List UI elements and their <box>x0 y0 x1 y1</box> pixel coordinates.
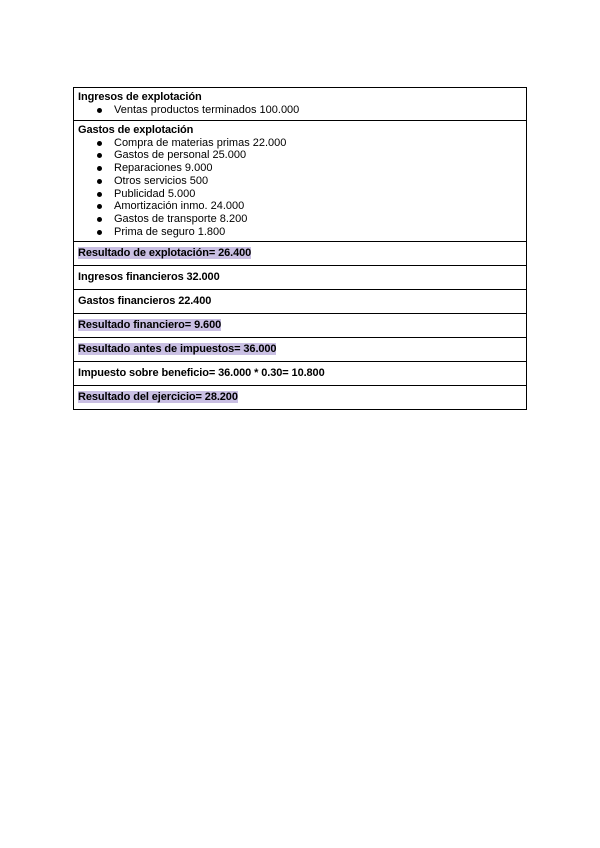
list-item-label: Otros servicios 500 <box>114 174 209 187</box>
bullet-icon <box>97 153 102 158</box>
gastos-explotacion-list <box>78 137 522 239</box>
bullet-icon <box>97 108 102 113</box>
list-item-label: Prima de seguro 1.800 <box>114 225 226 238</box>
gastos-explotacion-cell <box>74 120 527 242</box>
list-item <box>96 200 522 213</box>
resultado-explotacion-row <box>74 242 527 266</box>
list-item <box>96 137 522 150</box>
ingresos-explotacion-title: Ingresos de explotación <box>78 91 202 103</box>
income-statement-table <box>73 87 527 410</box>
list-item-label: Publicidad 5.000 <box>114 187 196 200</box>
list-item <box>96 149 522 162</box>
ingresos-financieros-text: Ingresos financieros 32.000 <box>78 271 220 284</box>
list-item-label: Reparaciones 9.000 <box>114 162 213 175</box>
bullet-icon <box>97 166 102 171</box>
resultado-antes-impuestos-cell <box>74 338 527 362</box>
bullet-icon <box>97 141 102 146</box>
impuesto-beneficio-cell <box>74 362 527 386</box>
ingresos-financieros-cell <box>74 266 527 290</box>
resultado-ejercicio-row <box>74 386 527 410</box>
resultado-antes-impuestos-text: Resultado antes de impuestos= 36.000 <box>78 343 277 356</box>
list-item <box>96 188 522 201</box>
bullet-icon <box>97 230 102 235</box>
ingresos-explotacion-list <box>78 104 522 117</box>
gastos-financieros-text: Gastos financieros 22.400 <box>78 295 212 308</box>
gastos-financieros-row <box>74 290 527 314</box>
resultado-explotacion-text: Resultado de explotación= 26.400 <box>78 247 252 260</box>
impuesto-beneficio-text: Impuesto sobre beneficio= 36.000 * 0.30= 10.800 <box>78 367 325 380</box>
list-item-label: Gastos de transporte 8.200 <box>114 212 248 225</box>
resultado-antes-impuestos-row <box>74 338 527 362</box>
bullet-icon <box>97 204 102 209</box>
list-item-label: Compra de materias primas 22.000 <box>114 136 287 149</box>
ingresos-financieros-row <box>74 266 527 290</box>
gastos-financieros-cell <box>74 290 527 314</box>
list-item <box>96 226 522 239</box>
bullet-icon <box>97 217 102 222</box>
bullet-icon <box>97 192 102 197</box>
list-item-label: Ventas productos terminados 100.000 <box>114 104 300 116</box>
gastos-explotacion-row <box>74 120 527 242</box>
resultado-explotacion-cell <box>74 242 527 266</box>
list-item <box>96 104 522 117</box>
list-item <box>96 162 522 175</box>
resultado-financiero-cell <box>74 314 527 338</box>
resultado-ejercicio-text: Resultado del ejercicio= 28.200 <box>78 391 238 404</box>
resultado-financiero-row <box>74 314 527 338</box>
list-item-label: Gastos de personal 25.000 <box>114 149 247 162</box>
ingresos-explotacion-row <box>74 88 527 121</box>
bullet-icon <box>97 179 102 184</box>
list-item-label: Amortización inmo. 24.000 <box>114 200 245 213</box>
list-item <box>96 175 522 188</box>
gastos-explotacion-title: Gastos de explotación <box>78 123 194 136</box>
list-item <box>96 213 522 226</box>
resultado-financiero-text: Resultado financiero= 9.600 <box>78 319 222 332</box>
ingresos-explotacion-cell <box>74 88 527 121</box>
resultado-ejercicio-cell <box>74 386 527 410</box>
impuesto-beneficio-row <box>74 362 527 386</box>
